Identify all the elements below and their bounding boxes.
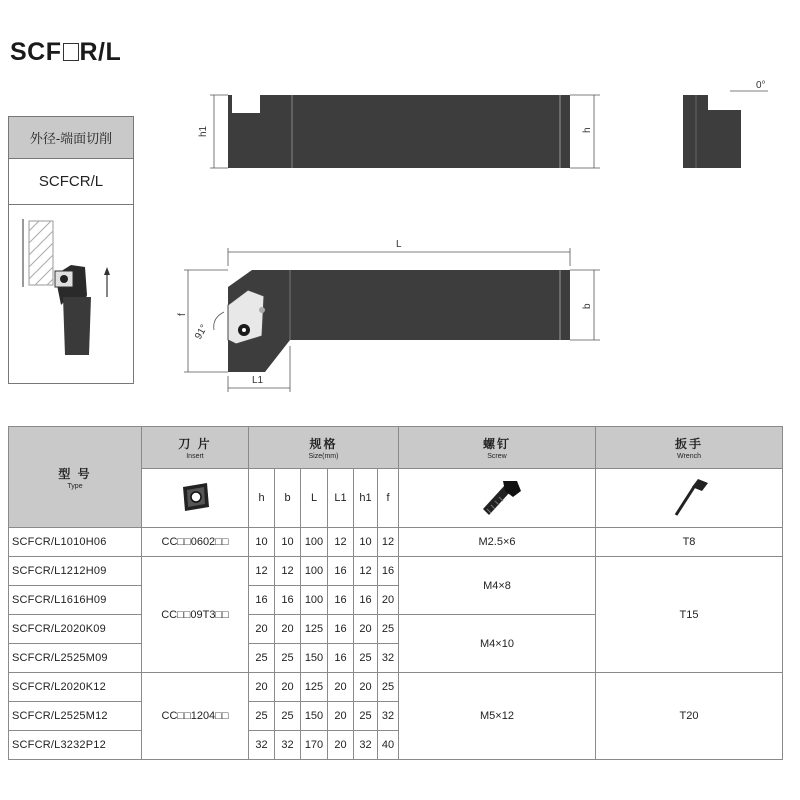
angle-top-label: 0° [756, 80, 766, 91]
screw-icon-cell [399, 469, 596, 528]
screw-icon [467, 475, 527, 519]
size-col-L: L [301, 469, 328, 528]
dim-h1-label: h1 [198, 125, 209, 137]
table-row: SCFCR/L2020K09 20 20 125 16 20 25 M4×10 [9, 615, 783, 644]
side-view [177, 239, 600, 392]
insert-icon-cell [142, 469, 249, 528]
model-label: SCFCR/L [9, 159, 133, 205]
table-row: SCFCR/L1616H09 16 16 100 16 16 20 [9, 586, 783, 615]
angle-side-label: 91° [193, 322, 211, 342]
size-col-h: h [249, 469, 275, 528]
operation-label: 外径-端面切削 [9, 117, 133, 159]
dim-L1-label: L1 [252, 375, 264, 386]
screw-header: 螺钉 Screw [399, 427, 596, 469]
wrench-header: 扳手 Wrench [596, 427, 783, 469]
table-row: SCFCR/L2525M12 25 25 150 20 25 32 [9, 702, 783, 731]
wrench-icon [664, 475, 714, 519]
dim-L-label: L [396, 239, 402, 250]
table-row: SCFCR/L3232P12 32 32 170 20 32 40 [9, 731, 783, 760]
insert-header: 刀 片 Insert [142, 427, 249, 469]
table-row: SCFCR/L2525M09 25 25 150 16 25 32 [9, 644, 783, 673]
table-row: SCFCR/L2020K12 CC□□1204□□ 20 20 125 20 20 25 M5×12 T20 [9, 673, 783, 702]
wrench-icon-cell [596, 469, 783, 528]
table-row: SCFCR/L1010H06 CC□□0602□□ 10 10 100 12 10 12 M2.5×6 T8 [9, 528, 783, 557]
insert-icon [175, 477, 215, 517]
spec-table [8, 426, 783, 760]
type-header: 型 号 Type [9, 427, 142, 528]
page-title: SCF R/L [10, 38, 122, 66]
size-col-b: b [275, 469, 301, 528]
dim-f-label: f [177, 313, 188, 316]
dim-h-label: h [582, 127, 593, 133]
size-col-L1: L1 [328, 469, 354, 528]
dim-b-label: b [582, 303, 593, 309]
end-view [683, 80, 768, 168]
top-view [198, 95, 600, 168]
size-col-h1: h1 [354, 469, 378, 528]
size-header: 规格 Size(mm) [249, 427, 399, 469]
size-col-f: f [378, 469, 399, 528]
table-row: SCFCR/L1212H09 CC□□09T3□□ 12 12 100 16 12 16 M4×8 T15 [9, 557, 783, 586]
